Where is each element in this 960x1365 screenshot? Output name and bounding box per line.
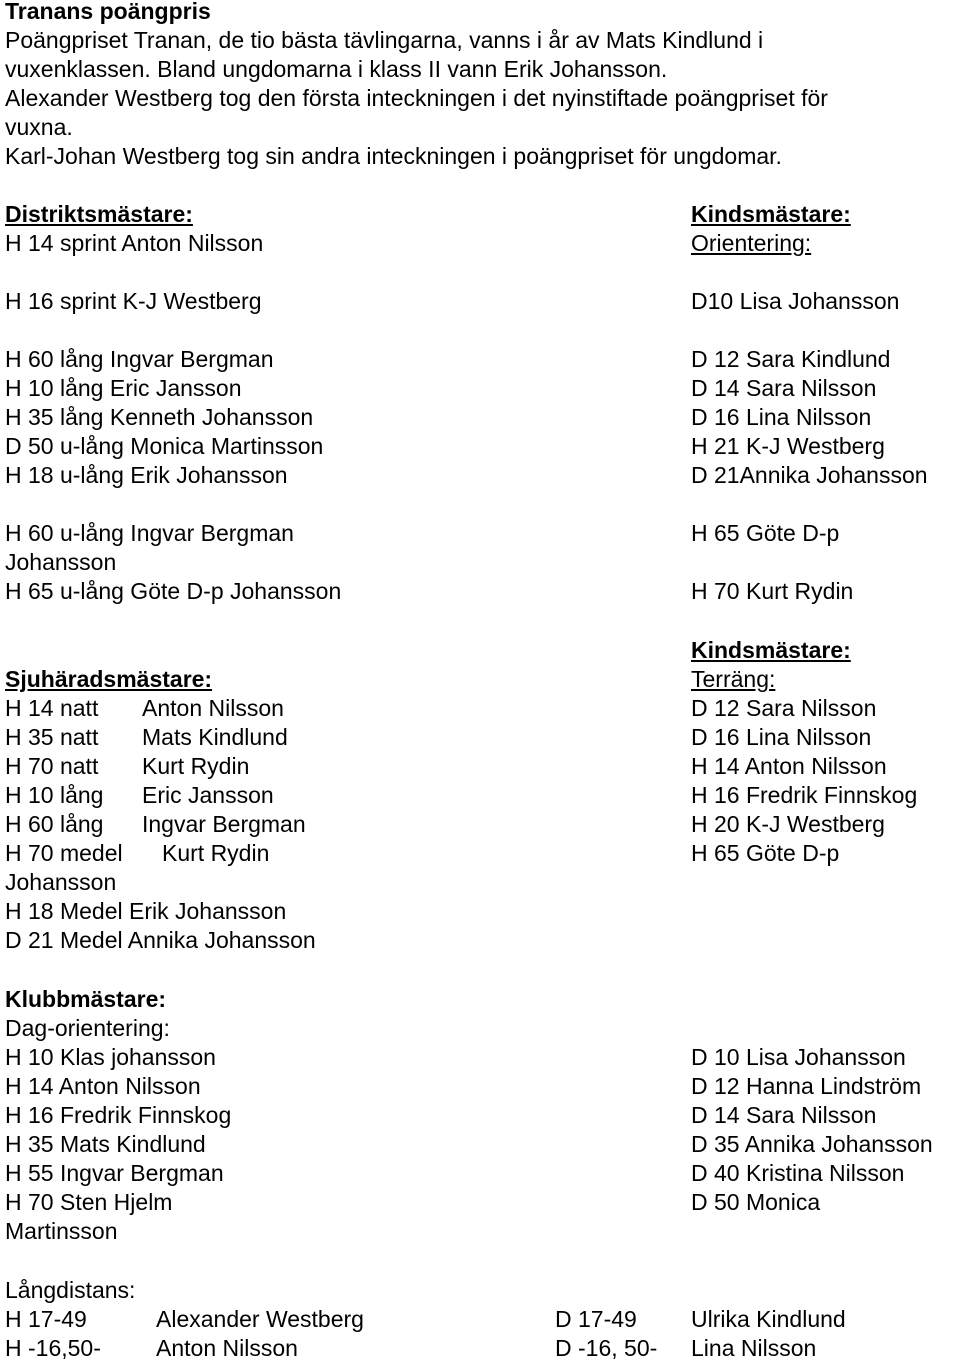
winner-name: Ulrika Kindlund xyxy=(691,1306,846,1332)
list-item xyxy=(5,752,316,781)
list-item: H 70 Sten Hjelm xyxy=(5,1189,173,1215)
list-item: Johansson xyxy=(5,549,117,575)
lang-section xyxy=(5,1276,846,1363)
klubb-column xyxy=(5,985,231,1246)
list-item: D 12 Sara Nilsson xyxy=(691,695,877,721)
winner-name: Eric Jansson xyxy=(142,782,274,808)
list-item: D 21Annika Johansson xyxy=(691,462,928,488)
list-item: D 14 Sara Nilsson xyxy=(691,1102,877,1128)
winner-name: Anton Nilsson xyxy=(156,1335,298,1361)
winner-name: Ingvar Bergman xyxy=(142,811,306,837)
list-item: D 12 Hanna Lindström xyxy=(691,1073,922,1099)
list-item: H 16 sprint K-J Westberg xyxy=(5,288,262,314)
intro-line: Alexander Westberg tog den första inteckningen i det nyinstiftade poängpriset för xyxy=(5,85,828,111)
list-item: H 18 u-lång Erik Johansson xyxy=(5,462,288,488)
winner-name: Anton Nilsson xyxy=(142,695,284,721)
list-item: H 60 lång Ingvar Bergman xyxy=(5,346,274,372)
winner-name: Kurt Rydin xyxy=(162,840,270,866)
list-item xyxy=(691,548,928,577)
list-item: H 65 Göte D-p xyxy=(691,520,840,546)
list-item: D 35 Annika Johansson xyxy=(691,1131,933,1157)
list-item: H 55 Ingvar Bergman xyxy=(5,1160,224,1186)
distrikt-column xyxy=(5,200,341,606)
list-item xyxy=(5,810,316,839)
class-label: H -16,50- xyxy=(5,1335,101,1361)
list-item xyxy=(691,258,928,287)
list-item: D 14 Sara Nilsson xyxy=(691,375,877,401)
list-item xyxy=(5,781,316,810)
list-item: H 18 Medel Erik Johansson xyxy=(5,898,287,924)
intro-section xyxy=(5,0,955,171)
lang-heading: Långdistans: xyxy=(5,1277,136,1303)
list-item: H 70 Kurt Rydin xyxy=(691,578,854,604)
kinds-terrang-column xyxy=(691,636,917,868)
class-label: H 70 natt xyxy=(5,753,99,779)
table-row xyxy=(5,1305,846,1334)
list-item xyxy=(691,490,928,519)
list-item: H 16 Fredrik Finnskog xyxy=(691,782,918,808)
distrikt-heading: Distriktsmästare: xyxy=(5,201,193,227)
intro-line: Karl-Johan Westberg tog sin andra inteckningen i poängpriset för ungdomar. xyxy=(5,143,782,169)
klubb-subheading: Dag-orientering: xyxy=(5,1015,170,1041)
kinds-orientering-column xyxy=(691,200,928,606)
list-item: D 10 Lisa Johansson xyxy=(691,1044,906,1070)
list-item xyxy=(5,258,341,287)
list-item: D 16 Lina Nilsson xyxy=(691,724,872,750)
winner-name: Alexander Westberg xyxy=(156,1306,364,1332)
list-item: H 60 u-lång Ingvar Bergman xyxy=(5,520,294,546)
list-item: D 12 Sara Kindlund xyxy=(691,346,891,372)
list-item: H 10 lång Eric Jansson xyxy=(5,375,242,401)
list-item xyxy=(5,694,316,723)
list-item: H 14 sprint Anton Nilsson xyxy=(5,230,264,256)
winner-name: Mats Kindlund xyxy=(142,724,288,750)
class-label: H 14 natt xyxy=(5,695,99,721)
list-item: H 16 Fredrik Finnskog xyxy=(5,1102,232,1128)
list-item: H 21 K-J Westberg xyxy=(691,433,885,459)
list-item: Martinsson xyxy=(5,1218,118,1244)
kinds-terrang-heading: Kindsmästare: xyxy=(691,637,851,663)
list-item: H 65 Göte D-p xyxy=(691,840,840,866)
list-item: D 16 Lina Nilsson xyxy=(691,404,872,430)
class-label: H 10 lång xyxy=(5,782,104,808)
list-item xyxy=(5,839,316,868)
class-label: H 35 natt xyxy=(5,724,99,750)
list-item: H 35 lång Kenneth Johansson xyxy=(5,404,314,430)
kinds-orientering-heading: Kindsmästare: xyxy=(691,201,851,227)
list-item: D 50 u-lång Monica Martinsson xyxy=(5,433,324,459)
intro-line: vuxenklassen. Bland ungdomarna i klass II vann Erik Johansson. xyxy=(5,56,668,82)
list-item xyxy=(5,723,316,752)
class-label: H 70 medel xyxy=(5,840,123,866)
sjuharad-heading: Sjuhäradsmästare: xyxy=(5,666,213,692)
winner-name: Kurt Rydin xyxy=(142,753,250,779)
intro-line: vuxna. xyxy=(5,114,73,140)
list-item: H 65 u-lång Göte D-p Johansson xyxy=(5,578,342,604)
klubb-right-column xyxy=(691,1043,933,1217)
winner-name: Lina Nilsson xyxy=(691,1335,817,1361)
sjuharad-column xyxy=(5,665,316,955)
class-label: D -16, 50- xyxy=(555,1335,658,1361)
intro-line: Poängpriset Tranan, de tio bästa tävlingarna, vanns i år av Mats Kindlund i xyxy=(5,27,764,53)
list-item: D 40 Kristina Nilsson xyxy=(691,1160,905,1186)
list-item: Johansson xyxy=(5,869,117,895)
list-item xyxy=(5,316,341,345)
class-label: D 17-49 xyxy=(555,1306,637,1332)
kinds-terrang-subheading: Terräng: xyxy=(691,666,776,692)
list-item xyxy=(691,316,928,345)
section-title: Tranans poängpris xyxy=(5,0,211,24)
list-item: H 14 Anton Nilsson xyxy=(691,753,887,779)
class-label: H 60 lång xyxy=(5,811,104,837)
list-item xyxy=(5,490,341,519)
list-item: D 21 Medel Annika Johansson xyxy=(5,927,316,953)
list-item: H 20 K-J Westberg xyxy=(691,811,885,837)
kinds-orientering-subheading: Orientering: xyxy=(691,230,812,256)
table-row xyxy=(5,1334,846,1363)
list-item: D 50 Monica xyxy=(691,1189,821,1215)
list-item: D10 Lisa Johansson xyxy=(691,288,900,314)
class-label: H 17-49 xyxy=(5,1306,87,1332)
list-item: H 35 Mats Kindlund xyxy=(5,1131,206,1157)
list-item: H 14 Anton Nilsson xyxy=(5,1073,201,1099)
klubb-heading: Klubbmästare: xyxy=(5,986,167,1012)
list-item: H 10 Klas johansson xyxy=(5,1044,216,1070)
